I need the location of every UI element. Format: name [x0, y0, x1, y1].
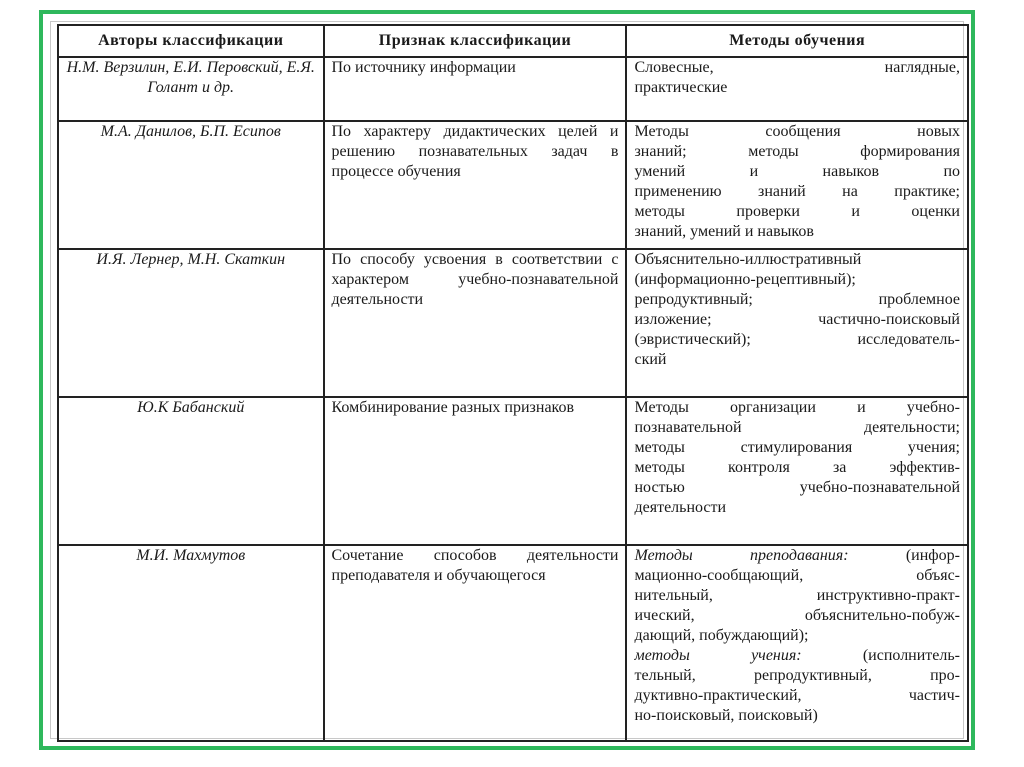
methods-line: дуктивно-практический, частич-	[634, 687, 960, 704]
methods-line: ский	[634, 351, 667, 368]
author-cell: М.И. Махмутов	[58, 545, 324, 741]
methods-line: Методы сообщения новых	[634, 123, 960, 140]
methods-line: но-поисковый, поисковый)	[634, 707, 818, 724]
table-row	[58, 121, 968, 249]
methods-cell	[626, 57, 968, 121]
header-methods: Методы обучения	[626, 25, 968, 57]
methods-line: познавательной деятельности;	[634, 419, 960, 436]
methods-line: нительный, инструктивно-практ-	[634, 587, 960, 604]
methods-line: методы проверки и оценки	[634, 203, 960, 220]
table-row	[58, 397, 968, 545]
methods-line: (информационно-рецептивный);	[634, 271, 856, 288]
table-row	[58, 249, 968, 397]
methods-line: Методы организации и учебно-	[634, 399, 960, 416]
methods-line: ностью учебно-познавательной	[634, 479, 960, 496]
methods-line	[634, 546, 960, 566]
author-cell: Н.М. Верзилин, Е.И. Перовский, Е.Я. Голант и др.	[58, 57, 324, 121]
methods-line: тельный, репродуктивный, про-	[634, 667, 960, 684]
methods-line: методы контроля за эффектив-	[634, 459, 960, 476]
learning-methods-label: методы учения:	[634, 647, 802, 664]
header-criterion: Признак классификации	[324, 25, 627, 57]
criterion-cell: По способу усвоения в соответствии с характером учебно-познавательной деятельности	[324, 249, 627, 397]
methods-line: Объяснительно-иллюстративный	[634, 251, 862, 268]
methods-cell	[626, 249, 968, 397]
methods-cell	[626, 121, 968, 249]
criterion-cell: Комбинирование разных признаков	[324, 397, 627, 545]
author-cell: М.А. Данилов, Б.П. Есипов	[58, 121, 324, 249]
methods-line: дающий, побуждающий);	[634, 627, 809, 644]
methods-line: применению знаний на практике;	[634, 183, 960, 200]
methods-line: изложение; частично-поисковый	[634, 311, 960, 328]
teaching-methods-label: Методы преподавания:	[634, 547, 849, 564]
learning-methods-text: (исполнитель-	[801, 647, 960, 664]
methods-line: знаний, умений и навыков	[634, 223, 814, 240]
methods-line: методы стимулирования учения;	[634, 439, 960, 456]
methods-line: знаний; методы формирования	[634, 143, 960, 160]
table-header-row	[58, 25, 968, 57]
table-row	[58, 57, 968, 121]
author-cell: Ю.К Бабанский	[58, 397, 324, 545]
classification-table	[57, 24, 969, 742]
methods-line: деятельности	[634, 499, 727, 516]
methods-line: (эвристический); исследователь-	[634, 331, 960, 348]
methods-line: репродуктивный; проблемное	[634, 291, 960, 308]
methods-line: мационно-сообщающий, объяс-	[634, 567, 960, 584]
table-row	[58, 545, 968, 741]
methods-cell	[626, 545, 968, 741]
methods-cell	[626, 397, 968, 545]
header-authors: Авторы классификации	[58, 25, 324, 57]
teaching-methods-text: (инфор-	[848, 547, 960, 564]
methods-line: ический, объяснительно-побуж-	[634, 607, 960, 624]
criterion-cell: По источнику информации	[324, 57, 627, 121]
methods-line	[634, 646, 960, 666]
criterion-cell: По характеру дидактических целей и решению познавательных задач в процессе обучения	[324, 121, 627, 249]
methods-line: Словесные, наглядные,	[634, 59, 960, 76]
methods-line: практические	[634, 79, 728, 96]
author-cell: И.Я. Лернер, М.Н. Скаткин	[58, 249, 324, 397]
methods-line: умений и навыков по	[634, 163, 960, 180]
criterion-cell: Сочетание способов деятельности преподавателя и обучающегося	[324, 545, 627, 741]
